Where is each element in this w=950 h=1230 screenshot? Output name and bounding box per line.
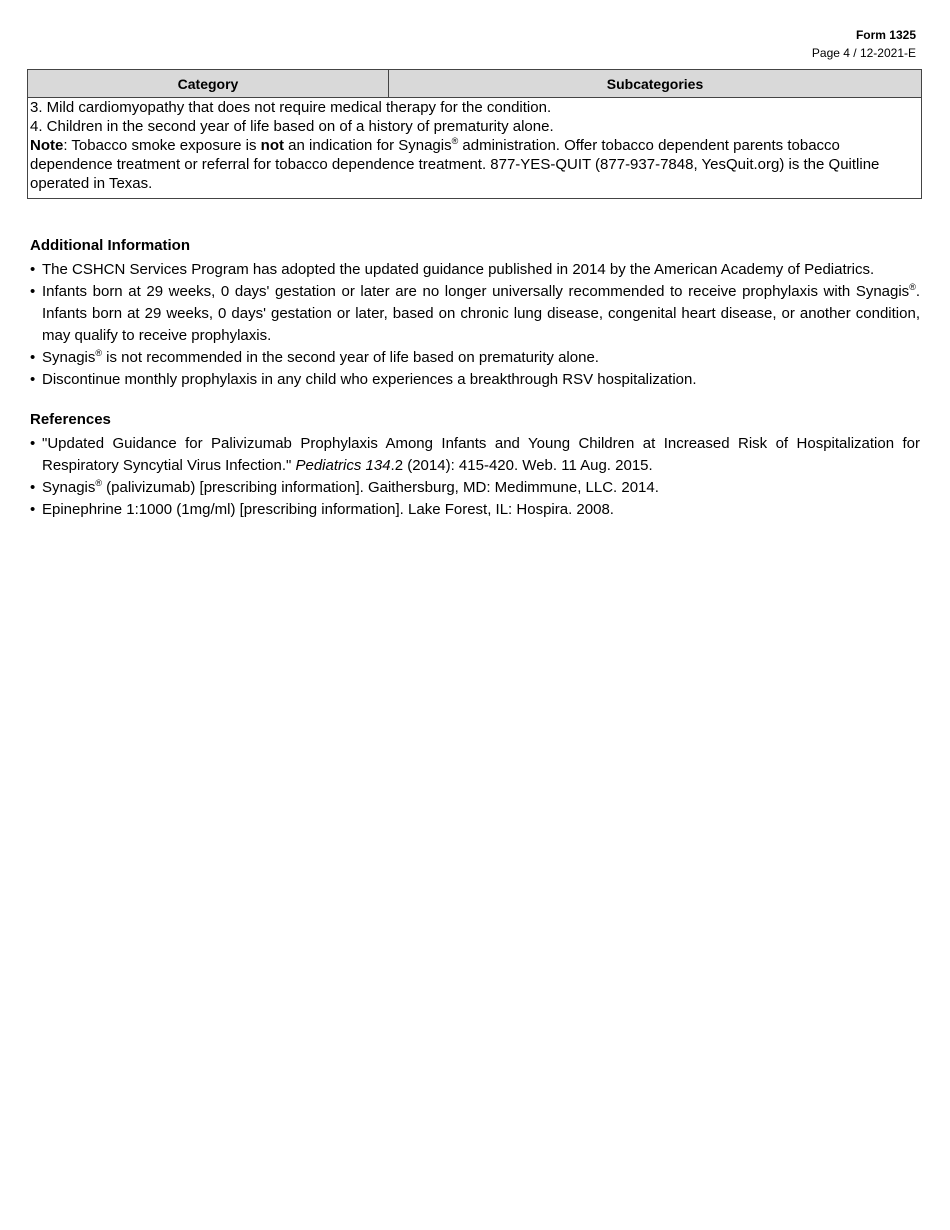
column-header-category: Category	[28, 70, 389, 98]
bullet-icon: •	[30, 261, 36, 278]
table-row-text: 3. Mild cardiomyopathy that does not require medical therapy for the condition.	[28, 98, 922, 118]
bullet-icon: •	[30, 349, 36, 366]
list-item: • Discontinue monthly prophylaxis in any child who experiences a breakthrough RSV hospitalization.	[30, 369, 920, 391]
table-row-note	[28, 136, 922, 199]
list-item: • "Updated Guidance for Palivizumab Prophylaxis Among Infants and Young Children at Increased Risk of Hospitalization for Respiratory Syncytial Virus Infection." Pediatrics 134.2 (2014): 415-420. Web. 11 Aug. 2015.	[30, 435, 920, 474]
note-label: Note	[30, 137, 64, 154]
list-item: • Synagis® (palivizumab) [prescribing information]. Gaithersburg, MD: Medimmune, LLC. 2014.	[30, 477, 920, 499]
registered-mark: ®	[909, 282, 916, 292]
table-header-row	[28, 70, 922, 98]
bullet-icon: •	[30, 479, 36, 496]
references-section	[30, 410, 920, 521]
note-emphasis: not	[260, 137, 284, 154]
additional-information-heading: Additional Information	[30, 237, 190, 254]
bullet-icon: •	[30, 501, 36, 518]
registered-mark: ®	[95, 348, 103, 358]
note-text: Note: Tobacco smoke exposure is not an indication for Synagis® administration. Offer tobacco dependent parents tobacco dependence treatment or referral for tobacco dependence treatment. 877-YES-QUIT (877-937-7848, YesQuit.org) is the Quitline operated in Texas.	[28, 136, 922, 199]
page-number: Page 4 / 12-2021-E	[811, 46, 916, 60]
table-row	[28, 98, 922, 118]
bullet-icon: •	[30, 435, 36, 452]
table-row-text: 4. Children in the second year of life based on of a history of prematurity alone.	[28, 117, 922, 136]
list-item: • Infants born at 29 weeks, 0 days' gestation or later are no longer universally recommended to receive prophylaxis with Synagis®. Infants born at 29 weeks, 0 days' gestation or later, based on chronic lung disease, congenital heart disease, or another condition, may qualify to receive prophylaxis.	[30, 282, 920, 344]
references-heading: References	[30, 411, 111, 428]
table-row	[28, 117, 922, 136]
column-header-subcategories: Subcategories	[389, 70, 922, 98]
form-number: Form 1325	[855, 28, 916, 42]
registered-mark: ®	[451, 136, 459, 146]
bullet-icon: •	[30, 371, 36, 388]
additional-information-list	[30, 259, 920, 391]
list-item: • The CSHCN Services Program has adopted the updated guidance published in 2014 by the American Academy of Pediatrics.	[30, 259, 920, 281]
additional-information-section	[30, 236, 920, 391]
list-item: • Synagis® is not recommended in the second year of life based on prematurity alone.	[30, 347, 920, 369]
journal-title: Pediatrics 134	[295, 457, 391, 474]
list-item: • Epinephrine 1:1000 (1mg/ml) [prescribing information]. Lake Forest, IL: Hospira. 2008.	[30, 499, 920, 521]
references-list	[30, 433, 920, 521]
registered-mark: ®	[95, 478, 103, 488]
category-table	[27, 69, 922, 199]
bullet-icon: •	[30, 283, 36, 300]
